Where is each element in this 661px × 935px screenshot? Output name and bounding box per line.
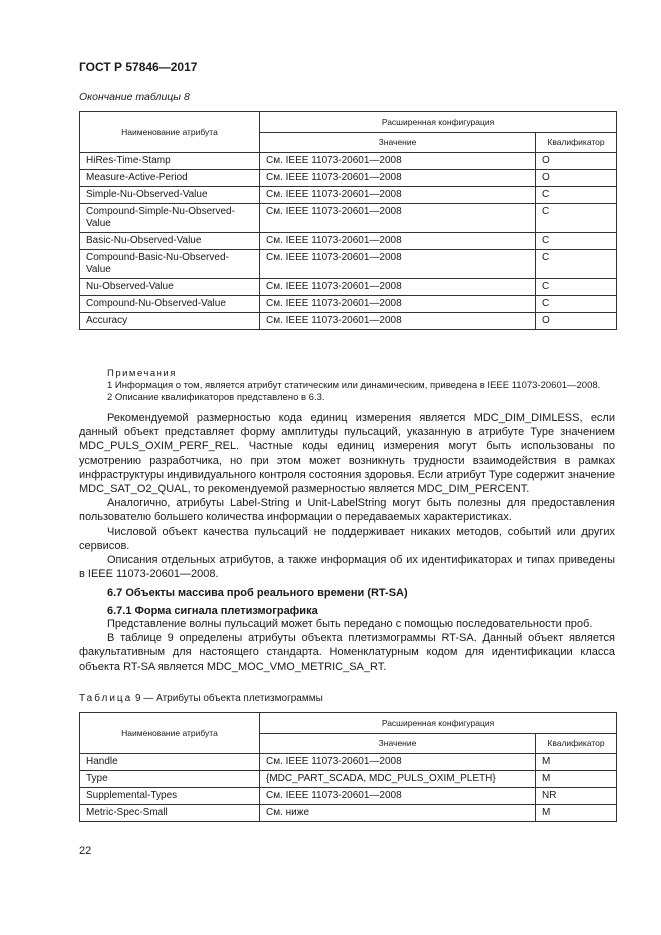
- attr-value-cell: См. ниже: [260, 805, 536, 822]
- attr-value-cell: См. IEEE 11073-20601—2008: [260, 250, 536, 279]
- table-row: [80, 187, 617, 204]
- table8-col-value: Значение: [260, 132, 536, 153]
- table-row: [80, 805, 617, 822]
- paragraph: Числовой объект качества пульсаций не поддерживает никаких методов, событий или других сервисов.: [79, 525, 615, 552]
- table-row: [80, 279, 617, 296]
- table9-col-value: Значение: [260, 733, 536, 754]
- body-text-2: [79, 617, 615, 674]
- attr-name-cell: Basic-Nu-Observed-Value: [80, 233, 260, 250]
- table-row: [80, 170, 617, 187]
- attr-value-cell: См. IEEE 11073-20601—2008: [260, 313, 536, 330]
- attr-name-cell: Measure-Active-Period: [80, 170, 260, 187]
- attr-value-cell: См. IEEE 11073-20601—2008: [260, 788, 536, 805]
- attr-qualifier-cell: C: [536, 187, 617, 204]
- table8-col-group: Расширенная конфигурация: [260, 112, 617, 133]
- table9-col-name: Наименование атрибута: [80, 713, 260, 754]
- paragraph: В таблице 9 определены атрибуты объекта плетизмограммы RT-SA. Данный объект является факультативным для настоящего стандарта. Номенклатурным кодом для идентификации класса объекта RT-SA является MDC_MOC_VMO_METRIC_SA_RT.: [79, 632, 615, 673]
- body-text-1: [79, 411, 615, 581]
- attr-qualifier-cell: NR: [536, 788, 617, 805]
- attr-value-cell: См. IEEE 11073-20601—2008: [260, 153, 536, 170]
- attr-value-cell: См. IEEE 11073-20601—2008: [260, 296, 536, 313]
- table-row: [80, 296, 617, 313]
- paragraph: Рекомендуемой размерностью кода единиц измерения является MDC_DIM_DIMLESS, если данный объект представляет форму амплитуды пульсаций, указанную в атрибуте Type значением MDC_PULS_OXIM_PERF_REL. Частные коды единиц измерения могут быть использованы по усмотрению разработчика, но при этом может возникнуть трудности взаимодействия в рамках инфраструктуры индивидуального контроля состояния здоровья. Если атрибут Type содержит значение MDC_SAT_O2_QUAL, то рекомендуемой размерностью является MDC_DIM_PERCENT.: [79, 412, 615, 496]
- attr-value-cell: См. IEEE 11073-20601—2008: [260, 170, 536, 187]
- attr-qualifier-cell: C: [536, 296, 617, 313]
- attr-value-cell: См. IEEE 11073-20601—2008: [260, 233, 536, 250]
- table9-col-group: Расширенная конфигурация: [260, 713, 617, 734]
- table8: [79, 111, 617, 330]
- note-item: 2 Описание квалификаторов представлено в 6.3.: [107, 392, 325, 403]
- table9-body: [80, 754, 617, 822]
- table-row: [80, 153, 617, 170]
- section-heading-6-7: 6.7 Объекты массива проб реального времени (RT-SA): [107, 587, 408, 599]
- attr-value-cell: {MDC_PART_SCADA, MDC_PULS_OXIM_PLETH}: [260, 771, 536, 788]
- attr-qualifier-cell: O: [536, 313, 617, 330]
- attr-name-cell: Supplemental-Types: [80, 788, 260, 805]
- document-id: ГОСТ Р 57846—2017: [79, 60, 198, 74]
- attr-name-cell: Handle: [80, 754, 260, 771]
- attr-value-cell: См. IEEE 11073-20601—2008: [260, 279, 536, 296]
- table-row: [80, 250, 617, 279]
- attr-name-cell: HiRes-Time-Stamp: [80, 153, 260, 170]
- paragraph: Описания отдельных атрибутов, а также информация об их идентификаторах и типах приведены в IEEE 11073-20601—2008.: [79, 554, 615, 581]
- attr-qualifier-cell: M: [536, 805, 617, 822]
- notes: [107, 368, 600, 404]
- attr-name-cell: Accuracy: [80, 313, 260, 330]
- attr-value-cell: См. IEEE 11073-20601—2008: [260, 187, 536, 204]
- attr-value-cell: См. IEEE 11073-20601—2008: [260, 204, 536, 233]
- table-row: [80, 204, 617, 233]
- attr-qualifier-cell: C: [536, 233, 617, 250]
- table8-body: [80, 153, 617, 330]
- attr-name-cell: Compound-Simple-Nu-Observed-Value: [80, 204, 260, 233]
- attr-qualifier-cell: C: [536, 204, 617, 233]
- attr-name-cell: Nu-Observed-Value: [80, 279, 260, 296]
- table-row: [80, 233, 617, 250]
- table-row: [80, 754, 617, 771]
- attr-qualifier-cell: O: [536, 153, 617, 170]
- attr-name-cell: Simple-Nu-Observed-Value: [80, 187, 260, 204]
- table8-col-name: Наименование атрибута: [80, 112, 260, 153]
- table9-caption: [79, 693, 323, 704]
- attr-name-cell: Compound-Basic-Nu-Observed-Value: [80, 250, 260, 279]
- paragraph: Аналогично, атрибуты Label-String и Unit-LabelString могут быть полезны для предоставления пользователю большего количества информации о передаваемых характеристиках.: [79, 497, 615, 524]
- attr-qualifier-cell: C: [536, 279, 617, 296]
- page-number: 22: [79, 845, 92, 857]
- section-heading-6-7-1: 6.7.1 Форма сигнала плетизмографика: [107, 605, 318, 617]
- attr-name-cell: Compound-Nu-Observed-Value: [80, 296, 260, 313]
- attr-qualifier-cell: C: [536, 250, 617, 279]
- table8-caption: Окончание таблицы 8: [79, 91, 190, 103]
- table9-caption-text: 9 — Атрибуты объекта плетизмограммы: [135, 693, 323, 704]
- table-row: [80, 313, 617, 330]
- attr-qualifier-cell: M: [536, 754, 617, 771]
- note-item: 1 Информация о том, является атрибут статическим или динамическим, приведена в IEEE 11073-20601—2008.: [107, 380, 601, 391]
- table9-col-qual: Квалификатор: [536, 733, 617, 754]
- attr-value-cell: См. IEEE 11073-20601—2008: [260, 754, 536, 771]
- paragraph: Представление волны пульсаций может быть передано с помощью последовательности проб.: [107, 618, 593, 630]
- attr-qualifier-cell: O: [536, 170, 617, 187]
- table9-caption-label: Таблица: [79, 693, 133, 704]
- table9: [79, 712, 617, 822]
- attr-name-cell: Type: [80, 771, 260, 788]
- table8-col-qual: Квалификатор: [536, 132, 617, 153]
- attr-name-cell: Metric-Spec-Small: [80, 805, 260, 822]
- table-row: [80, 788, 617, 805]
- attr-qualifier-cell: M: [536, 771, 617, 788]
- table-row: [80, 771, 617, 788]
- notes-heading: Примечания: [107, 368, 177, 379]
